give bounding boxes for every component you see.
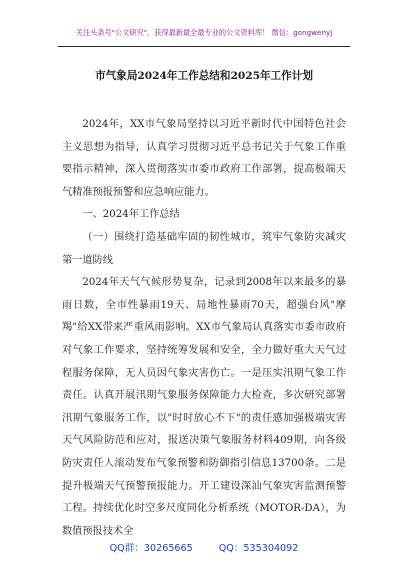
footer-contact — [0, 540, 408, 554]
footer-qq-group: QQ群：30265665 — [109, 543, 193, 554]
subsection-heading: （一）围绕打造基础牢固的韧性城市，筑牢气象防灾减灾第一道防线 — [62, 231, 346, 266]
footer-qq: QQ：535304092 — [218, 543, 299, 554]
header-banner: 关注头条号"公文研究"，获得最新最全最专业的公文资料库！ 微信：gongwenyj — [75, 28, 333, 37]
header-divider — [58, 46, 350, 47]
intro-paragraph: 2024年，XX市气象局坚持以习近平新时代中国特色社会主义思想为指导，认真学习贯彻习近平总书记关于气象工作重要指示精神，深入贯彻落实市委市政府工作部署，提高极端天气精准预报预警和应急响应能力。 — [62, 119, 346, 198]
document-body — [62, 114, 346, 543]
body-paragraph: 2024年天气气候形势复杂，记录到2008年以来最多的暴雨日数，全市性暴雨19天、局地性暴雨70天，超强台风"摩羯"给XX带来严重风雨影响。XX市气象局认真落实市委市政府对气象工作要求，坚持统筹发展和安全，全力做好重大天气过程服务保障，无人员因气象灾害伤亡。一是压实汛期气象工作责任。认真开展汛期气象服务保障能力大检查，多次研究部署汛期气象服务工作，以"时时放心不下"的责任感加强极端灾害天气风险防范和应对，报送决策气象服务材料409期，向各级防灾责任人滚动发布气象预警和防御指引信息13700条。二是提升极端天气预警预报能力。开工建设深汕气象灾害监测预警工程。持续优化时空多尺度同化分析系统（MOTOR-DA），为数值预报技术全 — [62, 277, 346, 537]
document-title: 市气象局2024年工作总结和2025年工作计划 — [95, 70, 313, 82]
section-heading: 一、2024年工作总结 — [82, 209, 180, 221]
